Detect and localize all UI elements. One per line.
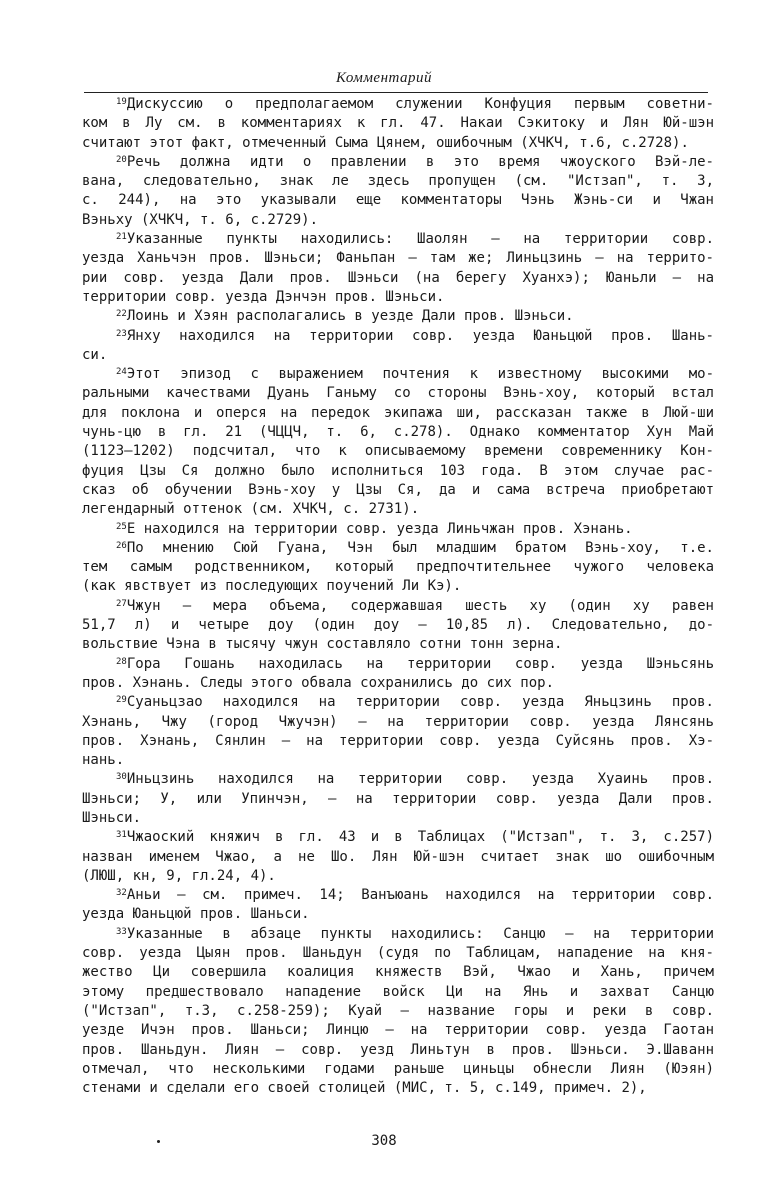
footnote-number: 22 xyxy=(116,309,127,320)
footnote-line xyxy=(82,520,714,539)
footnote-text: назван именем Чжао, а не Шо. Лян Юй-шэн считает знак шо ошибочным xyxy=(82,848,714,865)
footnote-text: Хэнань, Чжу (город Чжучэн) — на территории совр. уезда Лянсянь xyxy=(82,713,714,730)
footnote-line xyxy=(82,732,714,751)
footnote-text: легендарный оттенок (см. ХЧКЧ, с. 2731). xyxy=(82,501,420,518)
footnote-line xyxy=(82,886,714,905)
footnote-line xyxy=(82,269,714,288)
footnote-33 xyxy=(82,925,714,1099)
footnote-line xyxy=(82,1041,714,1060)
footnote-31 xyxy=(82,828,714,886)
footnote-line xyxy=(82,770,714,789)
footnote-line xyxy=(82,172,714,191)
footnote-line xyxy=(82,307,714,326)
footnote-line xyxy=(82,230,714,249)
footnote-line xyxy=(82,191,714,210)
footnote-line xyxy=(82,423,714,442)
footnote-text: Чжун — мера объема, содержавшая шесть ху (один ху равен xyxy=(126,597,714,614)
notes-body xyxy=(82,95,714,1098)
footnote-30 xyxy=(82,770,714,828)
footnote-22 xyxy=(82,307,714,326)
footnote-24 xyxy=(82,365,714,519)
footnote-line xyxy=(82,655,714,674)
footnote-21 xyxy=(82,230,714,307)
footnote-text: Вэньху (ХЧКЧ, т. 6, с.2729). xyxy=(82,211,319,228)
footnote-line xyxy=(82,288,714,307)
footnote-number: 31 xyxy=(116,830,127,841)
footnote-text: Шэньси. xyxy=(82,809,142,826)
footnote-text: ральными качествами Дуань Ганьму со стороны Вэнь-хоу, который встал xyxy=(82,385,714,402)
footnote-text: уезда Юаньцюй пров. Шаньси. xyxy=(82,906,310,923)
footnote-text: 51,7 л) и четыре доу (один доу — 10,85 л). Следовательно, до- xyxy=(82,617,714,634)
footnote-number: 28 xyxy=(116,656,127,667)
footnote-number: 30 xyxy=(116,772,127,783)
footnote-line xyxy=(82,539,714,558)
footnote-text: нань. xyxy=(82,752,125,769)
footnote-text: вана, следовательно, знак ле здесь пропущен (см. "Истзап", т. 3, xyxy=(82,173,714,190)
footnote-line xyxy=(82,963,714,982)
footnote-text: сказ об обучении Вэнь-хоу у Цзы Ся, да и сама встреча приобретают xyxy=(82,481,714,498)
footnote-line xyxy=(82,905,714,924)
footnote-line xyxy=(82,944,714,963)
footnote-line xyxy=(82,211,714,230)
footnote-line xyxy=(82,848,714,867)
footnote-text: Аньи — см. примеч. 14; Ванъюань находился на территории совр. xyxy=(126,887,714,904)
footnote-text: Иньцзинь находился на территории совр. уезда Хуаинь пров. xyxy=(126,771,714,788)
footnote-text: стенами и сделали его своей столицей (МИС, т. 5, с.149, примеч. 2), xyxy=(82,1080,647,1097)
footnote-line xyxy=(82,442,714,461)
footnote-line xyxy=(82,365,714,384)
footnote-line xyxy=(82,558,714,577)
footnote-text: рии совр. уезда Дали пров. Шэньси (на берегу Хуанхэ); Юаньли — на xyxy=(82,269,714,286)
footnote-text: с. 244), на это указывали еще комментаторы Чэнь Жэнь-си и Чжан xyxy=(82,192,714,209)
footnote-number: 26 xyxy=(116,540,127,551)
footnote-23 xyxy=(82,327,714,366)
footnote-line xyxy=(82,635,714,654)
footnote-line xyxy=(82,346,714,365)
footnote-text: (ЛЮШ, кн, 9, гл.24, 4). xyxy=(82,867,276,884)
running-header: Комментарий xyxy=(335,70,433,86)
footnote-line xyxy=(82,713,714,732)
footnote-text: совр. уезда Цыян пров. Шаньдун (судя по Таблицам, нападение на кня- xyxy=(82,945,714,962)
footnote-number: 29 xyxy=(116,695,127,706)
footnote-text: Указанные в абзаце пункты находились: Санцю — на территории xyxy=(126,925,714,942)
footnote-text: уезде Ичэн пров. Шаньси; Линцю — на территории совр. уезда Гаотан xyxy=(82,1022,714,1039)
footnote-text: пров. Хэнань. Следы этого обвала сохранились до сих пор. xyxy=(82,674,555,691)
footnote-text: Дискуссию о предполагаемом служении Конфуция первым советни- xyxy=(126,96,714,112)
footnote-text: Суаньцзао находился на территории совр. уезда Яньцзинь пров. xyxy=(126,694,714,711)
footnote-text: жество Ци совершила коалиция княжеств Вэй, Чжао и Хань, причем xyxy=(82,964,714,981)
footnote-line xyxy=(82,95,714,114)
footnote-text: ком в Лу см. в комментариях к гл. 47. Накаи Сэкитоку и Лян Юй-шэн xyxy=(82,115,714,132)
footnote-text: По мнению Сюй Гуана, Чэн был младшим братом Вэнь-хоу, т.е. xyxy=(126,539,714,556)
footnote-text: считают этот факт, отмеченный Сыма Цянем, ошибочным (ХЧКЧ, т.6, с.2728). xyxy=(82,134,689,151)
footnote-text: (1123—1202) подсчитал, что к описываемому времени современнику Кон- xyxy=(82,443,714,460)
footnote-number: 20 xyxy=(116,154,127,165)
footnote-line xyxy=(82,693,714,712)
footnote-line xyxy=(82,597,714,616)
footnote-26 xyxy=(82,539,714,597)
footnote-text: Лоинь и Хэян располагались в уезде Дали пров. Шэньси. xyxy=(126,308,574,325)
footnote-line xyxy=(82,790,714,809)
footnote-20 xyxy=(82,153,714,230)
footnote-line xyxy=(82,751,714,770)
footnote-text: Янху находился на территории совр. уезда Юаньцюй пров. Шань- xyxy=(126,327,714,344)
footnote-text: пров. Хэнань, Сянлин — на территории совр. уезда Суйсянь пров. Хэ- xyxy=(82,732,714,749)
footnote-line xyxy=(82,828,714,847)
footnote-text: фуция Цзы Ся должно было исполниться 103 года. В этом случае рас- xyxy=(82,462,714,479)
footnote-line xyxy=(82,153,714,172)
footnote-line xyxy=(82,500,714,519)
footnote-text: Указанные пункты находились: Шаолян — на территории совр. xyxy=(126,231,714,248)
footnote-number: 24 xyxy=(116,367,127,378)
footnote-28 xyxy=(82,655,714,694)
page-number: 308 xyxy=(371,1133,397,1149)
footnote-27 xyxy=(82,597,714,655)
footnote-text: уезда Ханьчэн пров. Шэньси; Фаньпан — там же; Линьцзинь — на террито- xyxy=(82,250,714,267)
footnote-number: 23 xyxy=(116,328,127,339)
footnote-line xyxy=(82,809,714,828)
footnote-text: этому предшествовало нападение войск Ци на Янь и захват Санцю xyxy=(82,983,714,1000)
footnote-line xyxy=(82,249,714,268)
footnote-line xyxy=(82,925,714,944)
footnote-text: ("Истзап", т.3, с.258-259); Куай — название горы и реки в совр. xyxy=(82,1002,714,1019)
footnote-line xyxy=(82,1060,714,1079)
footnote-number: 33 xyxy=(116,926,127,937)
footnote-line xyxy=(82,404,714,423)
footnote-text: вольствие Чэна в тысячу чжун составляло сотни тонн зерна. xyxy=(82,636,563,653)
footnote-line xyxy=(82,1002,714,1021)
footnote-text: Речь должна идти о правлении в это время чжоуского Вэй-ле- xyxy=(126,153,714,170)
footnote-text: для поклона и оперся на передок экипажа ши, рассказан также в Люй-ши xyxy=(82,404,714,421)
footnote-text: си. xyxy=(82,346,108,363)
footnote-text: тем самым родственником, который предпочтительнее чужого человека xyxy=(82,559,714,576)
footnote-line xyxy=(82,983,714,1002)
footnote-line xyxy=(82,134,714,153)
footnote-32 xyxy=(82,886,714,925)
footnote-text: отмечал, что несколькими годами раньше циньцы обнесли Лиян (Юэян) xyxy=(82,1060,714,1077)
footnote-line xyxy=(82,577,714,596)
footnote-text: Е находился на территории совр. уезда Линьчжан пров. Хэнань. xyxy=(126,520,633,537)
footnote-text: пров. Шаньдун. Лиян — совр. уезд Линьтун в пров. Шэньси. Э.Шаванн xyxy=(82,1041,714,1058)
footnote-text: территории совр. уезда Дэнчэн пров. Шэньси. xyxy=(82,288,445,305)
footnote-19 xyxy=(82,95,714,153)
footnote-line xyxy=(82,674,714,693)
footnote-number: 19 xyxy=(116,97,127,107)
footnote-number: 27 xyxy=(116,598,127,609)
footnote-line xyxy=(82,462,714,481)
footnote-text: Чжаоский княжич в гл. 43 и в Таблицах ("Истзап", т. 3, с.257) xyxy=(126,829,714,846)
footnote-number: 32 xyxy=(116,888,127,899)
footnote-line xyxy=(82,481,714,500)
footnote-text: Шэньси; У, или Упинчэн, — на территории совр. уезда Дали пров. xyxy=(82,790,714,807)
footnote-29 xyxy=(82,693,714,770)
footnote-number: 25 xyxy=(116,521,127,532)
footnote-25 xyxy=(82,520,714,539)
footnote-line xyxy=(82,327,714,346)
footnote-line xyxy=(82,114,714,133)
footnote-number: 21 xyxy=(116,232,127,243)
footnote-line xyxy=(82,384,714,403)
footnote-text: Этот эпизод с выражением почтения к известному высокими мо- xyxy=(126,366,714,383)
footnote-line xyxy=(82,867,714,886)
footnote-line xyxy=(82,1021,714,1040)
footnote-text: (как явствует из последующих поучений Ли Кэ). xyxy=(82,578,462,595)
header-rule xyxy=(84,92,708,93)
footnote-line xyxy=(82,616,714,635)
footnote-text: Гора Гошань находилась на территории совр. уезда Шэньсянь xyxy=(126,655,714,672)
footnote-line xyxy=(82,1079,714,1098)
footnote-text: чунь-цю в гл. 21 (ЧЦЦЧ, т. 6, с.278). Однако комментатор Хун Май xyxy=(82,424,714,441)
